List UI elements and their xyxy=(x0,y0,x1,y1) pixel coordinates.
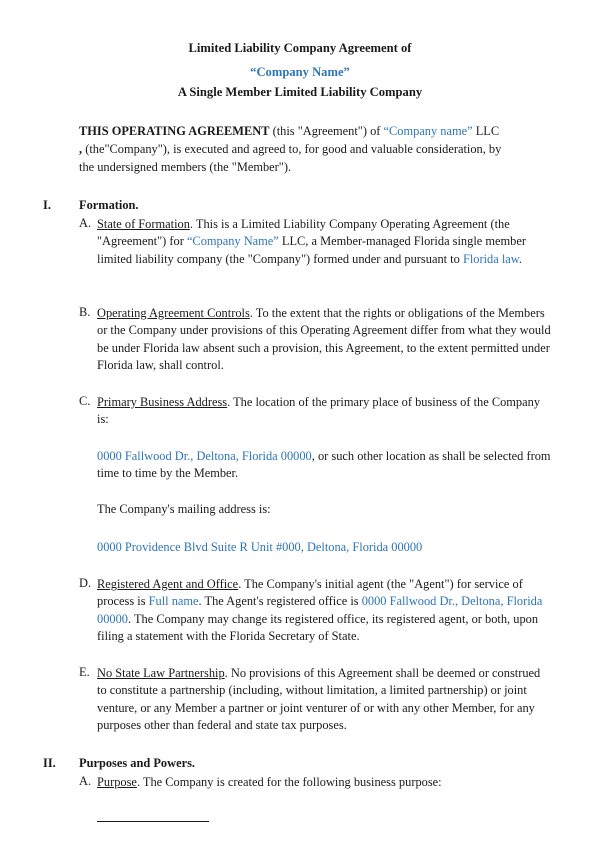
item-heading: Purpose xyxy=(97,775,137,789)
intro-lead: THIS OPERATING AGREEMENT xyxy=(79,124,270,138)
company-name-placeholder: “Company Name” xyxy=(250,65,350,79)
item-letter: E. xyxy=(79,665,90,679)
document-title: Limited Liability Company Agreement of xyxy=(188,41,412,55)
item-heading: Operating Agreement Controls xyxy=(97,306,250,320)
item-letter: A. xyxy=(79,216,92,230)
intro-text-3: (the"Company"), is executed and agreed to, for good and valuable consideration, by the undersigned members (the "Member"). xyxy=(79,142,502,174)
item-text: . The location of the primary place of business of the Company is: xyxy=(97,395,541,427)
registered-office-address: 0000 Fallwood Dr., Deltona, Florida 00000 xyxy=(97,594,543,626)
item-heading: Primary Business Address xyxy=(97,395,228,409)
section-number: I. xyxy=(43,198,51,212)
item-operating-agreement-controls xyxy=(97,305,551,375)
agent-name: Full name xyxy=(148,594,199,609)
item-registered-agent xyxy=(97,576,551,646)
item-heading: Registered Agent and Office xyxy=(97,577,239,591)
primary-address: 0000 Fallwood Dr., Deltona, Florida 00000 xyxy=(97,449,312,463)
document-subtitle: A Single Member Limited Liability Company xyxy=(177,85,423,99)
intro-company-name: “Company name” xyxy=(383,124,473,138)
intro-text-2: LLC xyxy=(472,124,500,138)
blank-fill-line xyxy=(97,821,209,822)
intro-paragraph xyxy=(79,122,519,176)
item-no-state-law-partnership xyxy=(97,665,551,735)
item-text: . This is a Limited Liability Company Operating Agreement (the "Agreement") for xyxy=(97,217,510,249)
mailing-address-label: The Company's mailing address is: xyxy=(97,502,271,516)
intro-comma: , xyxy=(79,142,83,156)
item-primary-business-address xyxy=(97,394,551,429)
section-title: Formation. xyxy=(79,198,139,212)
item-letter: D. xyxy=(79,576,92,590)
item-text: . xyxy=(518,251,523,266)
item-heading: No State Law Partnership xyxy=(97,666,225,680)
intro-text-1: (this "Agreement") of xyxy=(269,124,384,138)
item-heading: State of Formation xyxy=(97,217,190,231)
mailing-address: 0000 Providence Blvd Suite R Unit #000, Deltona, Florida 00000 xyxy=(97,540,423,554)
item-letter: C. xyxy=(79,394,91,408)
item-text: . The Company is created for the following business purpose: xyxy=(136,775,442,789)
address-tail: , or such other location as shall be selected from time to time by the Member. xyxy=(97,449,551,481)
item-purpose xyxy=(97,774,551,791)
primary-address-paragraph xyxy=(97,448,551,483)
item-text: . To the extent that the rights or obligations of the Members or the Company under provisions of this Operating Agreement differ from what they would be under Florida law absent such a provision, this Agreement, to the extent permitted under Florida law, shall control. xyxy=(97,306,551,373)
item-state-of-formation xyxy=(97,216,551,268)
item-company-name: “Company Name” xyxy=(186,234,279,249)
item-law: Florida law xyxy=(462,251,519,266)
item-text: . The Company may change its registered office, its registered agent, or both, upon filing a statement with the Florida Secretary of State. xyxy=(97,611,539,644)
section-number: II. xyxy=(43,756,56,770)
item-text: . The Company's initial agent (the "Agent") for service of process is xyxy=(97,577,523,609)
section-title: Purposes and Powers. xyxy=(79,756,195,770)
item-text: LLC, a Member-managed Florida single member limited liability company (the "Company") formed under and pursuant to xyxy=(97,234,526,266)
item-text: . No provisions of this Agreement shall be deemed or construed to constitute a partnership (including, without limitation, a limited partnership) or joint venture, or any Member a partner or joint venturer of or with any other Member, for any purposes other than federal and state tax purposes. xyxy=(97,666,541,733)
item-letter: A. xyxy=(79,774,92,788)
item-text: . The Agent's registered office is xyxy=(198,594,362,609)
item-letter: B. xyxy=(79,305,91,319)
